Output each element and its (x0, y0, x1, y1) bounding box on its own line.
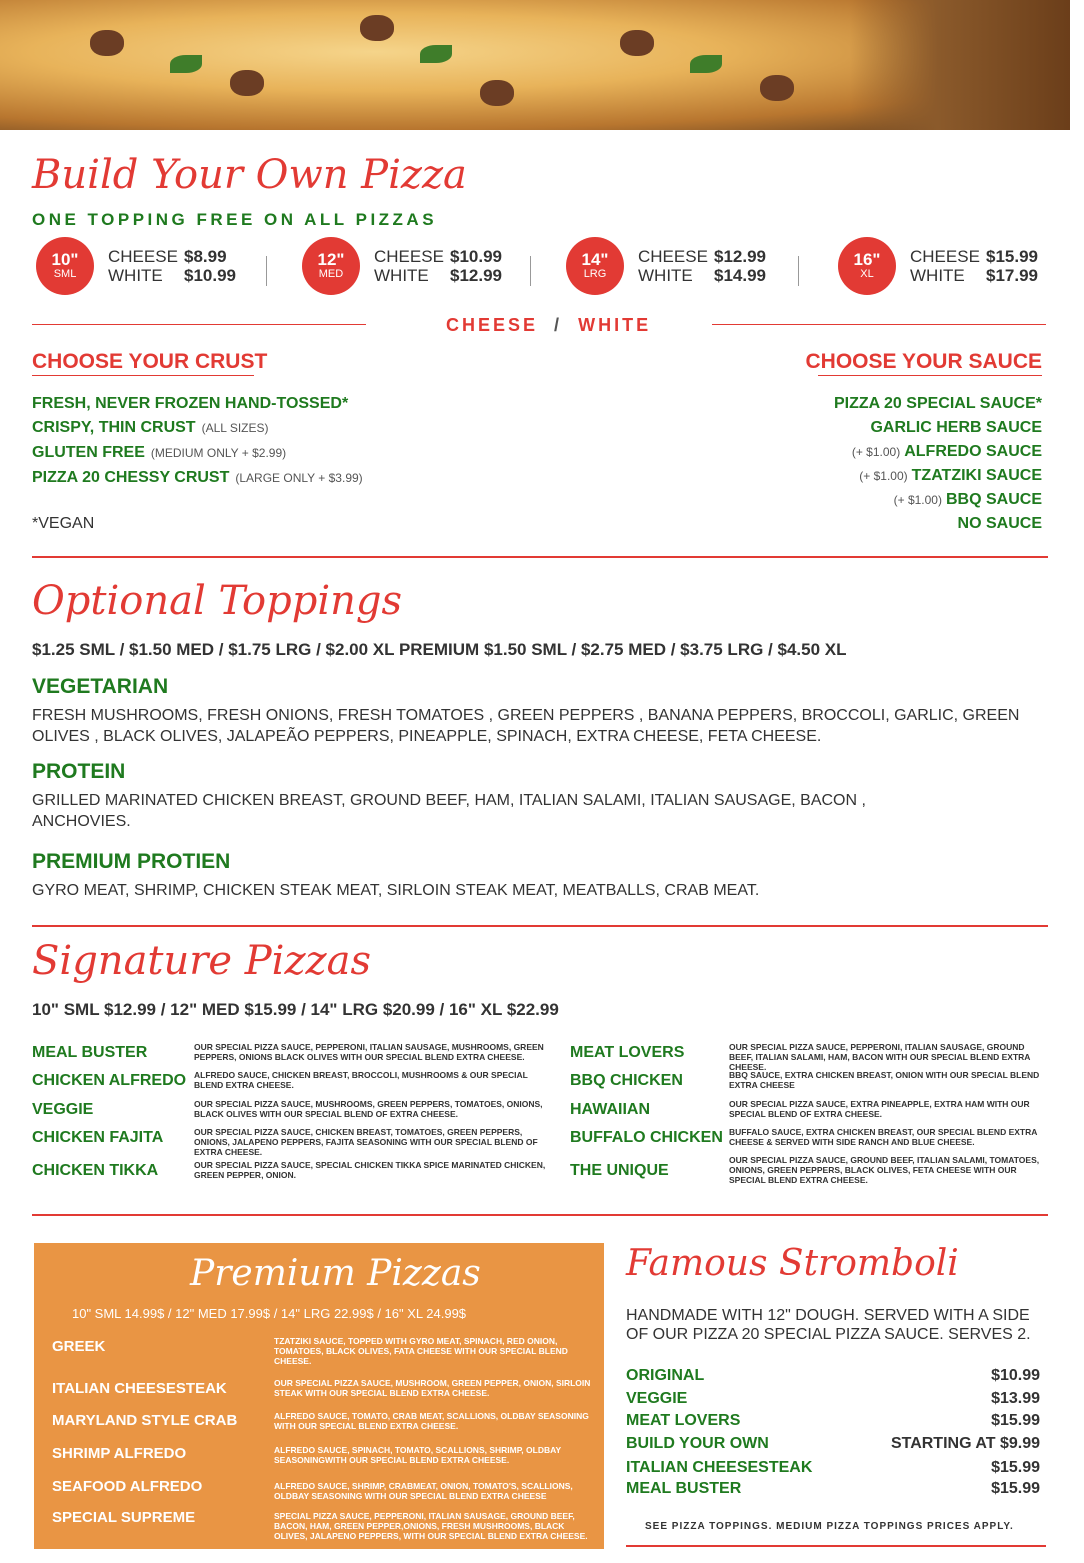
basil-leaf (690, 55, 722, 73)
sauce-note: (+ $1.00) (859, 469, 908, 483)
sauce-note: (+ $1.00) (851, 445, 901, 459)
premium-prices: 10" SML 14.99$ / 12" MED 17.99$ / 14" LRG 22.99$ / 16" XL 24.99$ (72, 1306, 467, 1321)
crust-item (32, 419, 269, 437)
sauce-name: GARLIC HERB SAUCE (870, 419, 1042, 436)
white-price: $12.99 (450, 266, 502, 285)
cheese-white-label (446, 315, 651, 336)
signature-item-desc: OUR SPECIAL PIZZA SAUCE, PEPPERONI, ITALIAN SAUSAGE, GROUND BEEF, ITALIAN SALAMI, HAM, BACON WITH OUR SPECIAL BLEND EXTRA CHEESE. (729, 1042, 1031, 1072)
divider (266, 256, 267, 286)
signature-item-name: CHICKEN TIKKA (32, 1162, 159, 1179)
sauce-name: BBQ SAUCE (945, 491, 1042, 508)
premium-item-name: SEAFOOD ALFREDO (52, 1478, 203, 1495)
signature-item-desc: ALFREDO SAUCE, CHICKEN BREAST, BROCCOLI, MUSHROOMS & OUR SPECIAL BLEND EXTRA CHEESE. (194, 1070, 528, 1090)
build-your-own-subtitle: ONE TOPPING FREE ON ALL PIZZAS (32, 210, 438, 229)
size-14-block (566, 238, 766, 294)
cheese-label: CHEESE (638, 247, 708, 266)
white-price: $14.99 (714, 266, 766, 285)
signature-title: Signature Pizzas (32, 938, 371, 984)
meat-topping (760, 75, 794, 101)
size-16-block (838, 238, 1038, 294)
meat-topping (360, 15, 394, 41)
cheese-label: CHEESE (910, 247, 980, 266)
section-divider (32, 1214, 1048, 1216)
sauce-name: NO SAUCE (957, 515, 1042, 532)
stromboli-underline (626, 1545, 1046, 1547)
cheese-price: $8.99 (184, 247, 227, 266)
crust-name: GLUTEN FREE (32, 444, 145, 461)
category-title: PREMIUM PROTIEN (32, 850, 231, 873)
category-items: GRILLED MARINATED CHICKEN BREAST, GROUND BEEF, HAM, ITALIAN SALAMI, ITALIAN SAUSAGE, BACON , ANCHOVIES. (32, 792, 866, 830)
stromboli-name: ORIGINAL (626, 1367, 705, 1384)
stromboli-price: $15.99 (991, 1480, 1040, 1497)
stromboli-name: MEAL BUSTER (626, 1480, 742, 1497)
stromboli-title: Famous Stromboli (626, 1243, 959, 1284)
signature-item-name: HAWAIIAN (570, 1101, 650, 1118)
stromboli-note: SEE PIZZA TOPPINGS. MEDIUM PIZZA TOPPINGS PRICES APPLY. (645, 1521, 1014, 1532)
sauce-item (954, 515, 1042, 533)
signature-item-desc: OUR SPECIAL PIZZA SAUCE, MUSHROOMS, GREEN PEPPERS, TOMATOES, ONIONS, BLACK OLIVES WITH OUR SPECIAL BLEND OF EXTRA CHEESE. (194, 1099, 543, 1119)
signature-item-desc: BBQ SAUCE, EXTRA CHICKEN BREAST, ONION WITH OUR SPECIAL BLEND EXTRA CHEESE (729, 1070, 1040, 1090)
stromboli-item (626, 1459, 1040, 1477)
category-title: PROTEIN (32, 760, 126, 783)
size-inch: 16" (853, 250, 881, 269)
signature-item-desc: OUR SPECIAL PIZZA SAUCE, EXTRA PINEAPPLE, EXTRA HAM WITH OUR SPECIAL BLEND OF EXTRA CHEESE. (729, 1099, 1030, 1119)
stromboli-item (626, 1390, 1040, 1408)
signature-item-desc: OUR SPECIAL PIZZA SAUCE, GROUND BEEF, ITALIAN SALAMI, TOMATOES, ONIONS, GREEN PEPPERS, BLACK OLIVES, FETA CHEESE WITH OUR SPECIAL BLEND EXTRA CHEESE. (729, 1155, 1040, 1185)
stromboli-description: HANDMADE WITH 12" DOUGH. SERVED WITH A SIDE OF OUR PIZZA 20 SPECIAL PIZZA SAUCE. SERVES 2. (626, 1307, 1031, 1343)
basil-leaf (170, 55, 202, 73)
toppings-title: Optional Toppings (32, 578, 403, 624)
cheese-word: CHEESE (446, 315, 539, 335)
signature-item-desc: OUR SPECIAL PIZZA SAUCE, PEPPERONI, ITALIAN SAUSAGE, MUSHROOMS, GREEN PEPPERS, ONIONS BLACK OLIVES WITH OUR SPECIAL BLEND EXTRA CHEESE. (194, 1042, 544, 1062)
size-label: MED (318, 268, 344, 280)
signature-item-desc: OUR SPECIAL PIZZA SAUCE, CHICKEN BREAST, TOMATOES, GREEN PEPPERS, ONIONS, JALAPENO PEPPERS, FAJITA SEASONING WITH OUR SPECIAL BLEND OF EXTRA CHEESE. (194, 1127, 538, 1157)
size-badge (302, 237, 360, 295)
sauce-name: ALFREDO SAUCE (904, 443, 1042, 460)
divider-line (712, 324, 1046, 325)
meat-topping (230, 70, 264, 96)
stromboli-price: STARTING AT $9.99 (890, 1435, 1040, 1452)
premium-item-name: ITALIAN CHEESESTEAK (52, 1380, 227, 1397)
sauce-item (852, 443, 1042, 461)
signature-prices: 10" SML $12.99 / 12" MED $15.99 / 14" LRG $20.99 / 16" XL $22.99 (32, 1000, 559, 1019)
premium-item-desc: SPECIAL PIZZA SAUCE, PEPPERONI, ITALIAN SAUSAGE, GROUND BEEF, BACON, HAM, GREEN PEPPER,ONIONS, FRESH MUSHROOMS, BLACK OLIVES, JALAPENO PEPPERS, WITH OUR SPECIAL BLEND EXTRA CHEESE. (274, 1511, 588, 1541)
premium-item-name: MARYLAND STYLE CRAB (52, 1412, 238, 1429)
size-10-block (36, 238, 236, 294)
toppings-prices: $1.25 SML / $1.50 MED / $1.75 LRG / $2.00 XL PREMIUM $1.50 SML / $2.75 MED / $3.75 LRG / $4.50 XL (32, 640, 847, 659)
stromboli-price: $15.99 (991, 1459, 1040, 1476)
size-badge (566, 237, 624, 295)
hero-pizza-image (0, 0, 1070, 130)
stromboli-name: VEGGIE (626, 1390, 688, 1407)
stromboli-item (626, 1367, 1040, 1385)
premium-item-desc: ALFREDO SAUCE, SPINACH, TOMATO, SCALLIONS, SHRIMP, OLDBAY SEASONINGWITH OUR SPECIAL BLEND EXTRA CHEESE. (274, 1445, 561, 1465)
size-inch: 10" (51, 250, 79, 269)
white-price: $10.99 (184, 266, 236, 285)
signature-item-name: BBQ CHICKEN (570, 1072, 683, 1089)
meat-topping (620, 30, 654, 56)
signature-item-name: MEAT LOVERS (570, 1044, 685, 1061)
divider-line (32, 324, 366, 325)
crust-name: CRISPY, THIN CRUST (32, 419, 196, 436)
signature-item-name: VEGGIE (32, 1101, 94, 1118)
category-items: GYRO MEAT, SHRIMP, CHICKEN STEAK MEAT, SIRLOIN STEAK MEAT, MEATBALLS, CRAB MEAT. (32, 882, 760, 899)
sauce-item (866, 419, 1042, 437)
stromboli-item (626, 1435, 1040, 1453)
crust-name: FRESH, NEVER FROZEN HAND-TOSSED* (32, 395, 349, 412)
cheese-price: $15.99 (986, 247, 1038, 266)
divider (530, 256, 531, 286)
premium-item-name: SPECIAL SUPREME (52, 1509, 196, 1526)
cheese-label: CHEESE (108, 247, 178, 266)
build-your-own-title: Build Your Own Pizza (32, 152, 467, 198)
sauce-item (894, 491, 1042, 509)
white-label: WHITE (108, 266, 163, 285)
crust-title: CHOOSE YOUR CRUST (32, 350, 268, 373)
title-underline (32, 375, 254, 376)
stromboli-name: MEAT LOVERS (626, 1412, 741, 1429)
vegan-note: *VEGAN (32, 515, 95, 532)
size-label: SML (53, 268, 77, 280)
category-items: FRESH MUSHROOMS, FRESH ONIONS, FRESH TOMATOES , GREEN PEPPERS , BANANA PEPPERS, BROCCOLI, GARLIC, GREEN OLIVES , BLACK OLIVES, JALAPEÃO PEPPERS, PINEAPPLE, SPINACH, EXTRA CHEESE, FETA CHEESE. (32, 707, 1020, 745)
crust-note: (MEDIUM ONLY + $2.99) (150, 446, 287, 460)
stromboli-price: $15.99 (991, 1412, 1040, 1429)
meat-topping (480, 80, 514, 106)
divider (798, 256, 799, 286)
premium-item-desc: OUR SPECIAL PIZZA SAUCE, MUSHROOM, GREEN PEPPER, ONION, SIRLOIN STEAK WITH OUR SPECIAL BLEND EXTRA CHEESE. (274, 1378, 591, 1398)
cheese-label: CHEESE (374, 247, 444, 266)
sauce-note: (+ $1.00) (893, 493, 942, 507)
signature-item-name: MEAL BUSTER (32, 1044, 148, 1061)
section-divider (32, 925, 1048, 927)
premium-item-name: GREEK (52, 1338, 106, 1355)
category-title: VEGETARIAN (32, 675, 169, 698)
separator: / (554, 315, 563, 335)
stromboli-price: $10.99 (991, 1367, 1040, 1384)
signature-item-name: THE UNIQUE (570, 1162, 669, 1179)
section-divider (32, 556, 1048, 558)
size-inch: 14" (581, 250, 609, 269)
wood-board (850, 0, 1070, 130)
cheese-price: $10.99 (450, 247, 502, 266)
crust-note: (LARGE ONLY + $3.99) (235, 471, 363, 485)
size-badge (838, 237, 896, 295)
meat-topping (90, 30, 124, 56)
crust-note: (ALL SIZES) (201, 421, 269, 435)
size-badge (36, 237, 94, 295)
premium-item-name: SHRIMP ALFREDO (52, 1445, 187, 1462)
stromboli-item (626, 1412, 1040, 1430)
white-label: WHITE (638, 266, 693, 285)
signature-item-desc: BUFFALO SAUCE, EXTRA CHICKEN BREAST, OUR SPECIAL BLEND EXTRA CHEESE & SERVED WITH SIDE RANCH AND BLUE CHEESE. (729, 1127, 1038, 1147)
premium-title: Premium Pizzas (190, 1253, 481, 1294)
crust-item (32, 444, 286, 462)
sauce-name: TZATZIKI SAUCE (911, 467, 1042, 484)
stromboli-item (626, 1480, 1040, 1498)
title-underline (818, 375, 1042, 376)
sauce-title: CHOOSE YOUR SAUCE (805, 350, 1042, 373)
cheese-price: $12.99 (714, 247, 766, 266)
signature-item-desc: OUR SPECIAL PIZZA SAUCE, SPECIAL CHICKEN TIKKA SPICE MARINATED CHICKEN, GREEN PEPPER, ONION. (194, 1160, 546, 1180)
signature-item-name: CHICKEN ALFREDO (32, 1072, 187, 1089)
size-label: LRG (583, 268, 607, 280)
size-12-block (302, 238, 502, 294)
stromboli-name: ITALIAN CHEESESTEAK (626, 1459, 813, 1476)
premium-item-desc: ALFREDO SAUCE, SHRIMP, CRABMEAT, ONION, TOMATO'S, SCALLIONS, OLDBAY SEASONING WITH OUR SPECIAL BLEND EXTRA CHEESE (274, 1481, 573, 1501)
crust-item (32, 469, 363, 487)
white-label: WHITE (910, 266, 965, 285)
size-label: XL (860, 268, 874, 280)
white-word: WHITE (578, 315, 652, 335)
stromboli-price: $13.99 (991, 1390, 1040, 1407)
white-price: $17.99 (986, 266, 1038, 285)
sauce-item (830, 395, 1042, 413)
crust-name: PIZZA 20 CHESSY CRUST (32, 469, 230, 486)
crust-item (32, 395, 354, 413)
premium-item-desc: ALFREDO SAUCE, TOMATO, CRAB MEAT, SCALLIONS, OLDBAY SEASONING WITH OUR SPECIAL BLEND EXTRA CHEESE. (274, 1411, 589, 1431)
signature-item-name: BUFFALO CHICKEN (570, 1129, 723, 1146)
sauce-name: PIZZA 20 SPECIAL SAUCE* (833, 395, 1042, 412)
stromboli-name: BUILD YOUR OWN (626, 1435, 769, 1452)
white-label: WHITE (374, 266, 429, 285)
signature-item-name: CHICKEN FAJITA (32, 1129, 164, 1146)
premium-item-desc: TZATZIKI SAUCE, TOPPED WITH GYRO MEAT, SPINACH, RED ONION, TOMATOES, BLACK OLIVES, FATA CHEESE WITH OUR SPECIAL BLEND CHEESE. (274, 1336, 568, 1366)
size-inch: 12" (317, 250, 345, 269)
sauce-item (859, 467, 1042, 485)
basil-leaf (420, 45, 452, 63)
